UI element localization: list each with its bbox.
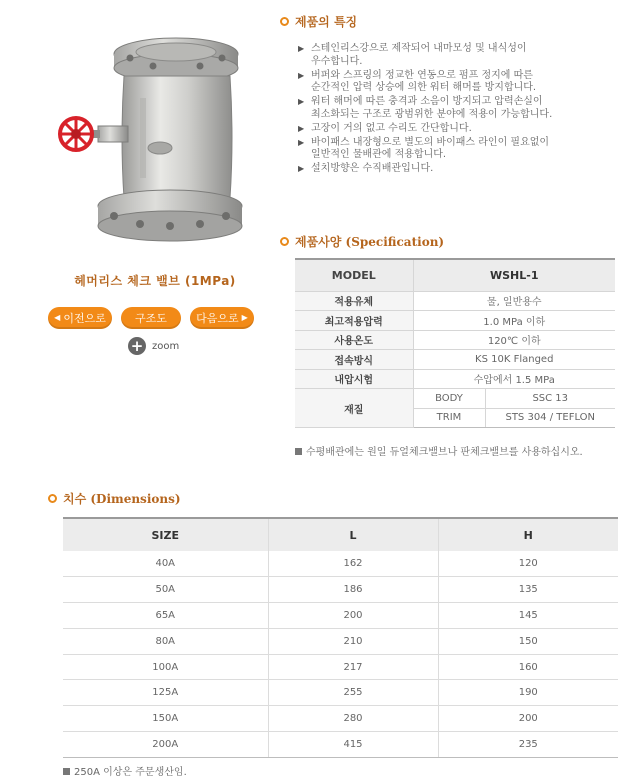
table-row [295, 259, 615, 291]
features-title: 제품의 특징 [295, 15, 358, 29]
next-button[interactable] [190, 307, 254, 329]
plus-icon: + [128, 337, 146, 355]
dimensions-heading [48, 490, 181, 507]
prev-button-label: 이전으로 [63, 312, 106, 325]
size-cell: 125A [63, 680, 268, 706]
spec-heading [280, 233, 444, 250]
dimensions-title: 치수 (Dimensions) [63, 492, 181, 506]
next-button-label: 다음으로 [196, 312, 239, 325]
l-cell: 280 [268, 706, 438, 732]
material-value: STS 304 / TEFLON [485, 408, 615, 428]
spec-header-model: MODEL [295, 259, 413, 291]
size-cell: 80A [63, 628, 268, 654]
l-cell: 415 [268, 732, 438, 758]
table-row [63, 551, 618, 577]
size-cell: 200A [63, 732, 268, 758]
spec-label-material: 재질 [295, 389, 413, 428]
square-bullet-icon [295, 448, 302, 455]
material-part: TRIM [413, 408, 485, 428]
table-row [63, 577, 618, 603]
table-row [63, 654, 618, 680]
h-cell: 200 [438, 706, 618, 732]
spec-header-value: WSHL-1 [413, 259, 615, 291]
square-bullet-icon [63, 768, 70, 775]
material-value: SSC 13 [485, 389, 615, 409]
spec-label: 사용온도 [295, 330, 413, 350]
spec-value: KS 10K Flanged [413, 350, 615, 370]
column-header-size: SIZE [63, 518, 268, 551]
size-cell: 100A [63, 654, 268, 680]
spec-title: 제품사양 (Specification) [295, 235, 445, 249]
zoom-button[interactable] [128, 337, 179, 355]
list-item: ▶ 스테인리스강으로 제작되어 내마모성 및 내식성이 우수합니다. [298, 43, 527, 67]
table-row [295, 311, 615, 331]
table-row [63, 732, 618, 758]
spec-value: 물, 일반용수 [413, 291, 615, 311]
table-row [63, 680, 618, 706]
size-cell: 150A [63, 706, 268, 732]
h-cell: 235 [438, 732, 618, 758]
spec-value: 1.0 MPa 이하 [413, 311, 615, 331]
size-cell: 65A [63, 603, 268, 629]
triangle-bullet-icon: ▶ [298, 137, 305, 147]
zoom-label: zoom [152, 340, 180, 352]
spec-value: 120℃ 이하 [413, 330, 615, 350]
l-cell: 210 [268, 628, 438, 654]
structure-button[interactable] [121, 307, 181, 329]
spec-note: 수평배관에는 원일 듀얼체크밸브나 판체크밸브를 사용하십시오. [295, 443, 583, 458]
list-item: ▶ 설치방향은 수직배관입니다. [298, 163, 434, 175]
material-part: BODY [413, 389, 485, 409]
circle-bullet-icon [280, 237, 289, 246]
list-item: ▶ 워터 해머에 따른 충격과 소음이 방지되고 압력손실이 최소화되는 구조로 광범위한 분야에 적용이 가능합니다. [298, 96, 553, 120]
l-cell: 217 [268, 654, 438, 680]
check-valve-photo [58, 28, 258, 250]
table-row [63, 518, 618, 551]
spec-table [295, 258, 615, 428]
table-row [63, 628, 618, 654]
product-image[interactable] [58, 28, 258, 250]
column-header-l: L [268, 518, 438, 551]
triangle-bullet-icon: ▶ [298, 70, 305, 80]
spec-value: 수압에서 1.5 MPa [413, 369, 615, 389]
circle-bullet-icon [48, 494, 57, 503]
l-cell: 200 [268, 603, 438, 629]
triangle-bullet-icon: ▶ [298, 97, 305, 107]
spec-label: 접속방식 [295, 350, 413, 370]
l-cell: 255 [268, 680, 438, 706]
table-row [63, 706, 618, 732]
spec-label: 최고적용압력 [295, 311, 413, 331]
dimensions-note: 250A 이상은 주문생산임. [63, 763, 187, 778]
h-cell: 190 [438, 680, 618, 706]
table-row [295, 369, 615, 389]
h-cell: 120 [438, 551, 618, 577]
triangle-bullet-icon: ▶ [298, 123, 305, 133]
features-list [298, 43, 638, 177]
circle-bullet-icon [280, 17, 289, 26]
table-row [63, 603, 618, 629]
table-row [295, 389, 615, 409]
features-heading [280, 13, 357, 30]
h-cell: 145 [438, 603, 618, 629]
structure-button-label: 구조도 [135, 312, 167, 325]
spec-label: 내압시험 [295, 369, 413, 389]
size-cell: 50A [63, 577, 268, 603]
arrow-right-icon: ▶ [241, 313, 248, 322]
dimensions-table [63, 517, 618, 758]
triangle-bullet-icon: ▶ [298, 164, 305, 174]
triangle-bullet-icon: ▶ [298, 44, 305, 53]
h-cell: 150 [438, 628, 618, 654]
table-row [295, 350, 615, 370]
list-item: ▶ 바이패스 내장형으로 별도의 바이패스 라인이 필요없이 일반적인 물배관에 적용합니다. [298, 136, 550, 161]
column-header-h: H [438, 518, 618, 551]
l-cell: 186 [268, 577, 438, 603]
list-item: ▶ 고장이 거의 없고 수리도 간단합니다. [298, 122, 472, 134]
product-name: 헤머리스 체크 밸브 (1MPa) [74, 274, 236, 288]
list-item: ▶ 버퍼와 스프링의 정교한 연동으로 펌프 정지에 따른 순간적인 압력 상승에 의한 워터 해머를 방지합니다. [298, 69, 537, 94]
table-row [295, 291, 615, 311]
h-cell: 135 [438, 577, 618, 603]
spec-label: 적용유체 [295, 291, 413, 311]
l-cell: 162 [268, 551, 438, 577]
prev-button[interactable] [48, 307, 112, 329]
product-nav [48, 307, 254, 329]
table-row [295, 330, 615, 350]
size-cell: 40A [63, 551, 268, 577]
h-cell: 160 [438, 654, 618, 680]
arrow-left-icon: ◀ [54, 313, 61, 322]
